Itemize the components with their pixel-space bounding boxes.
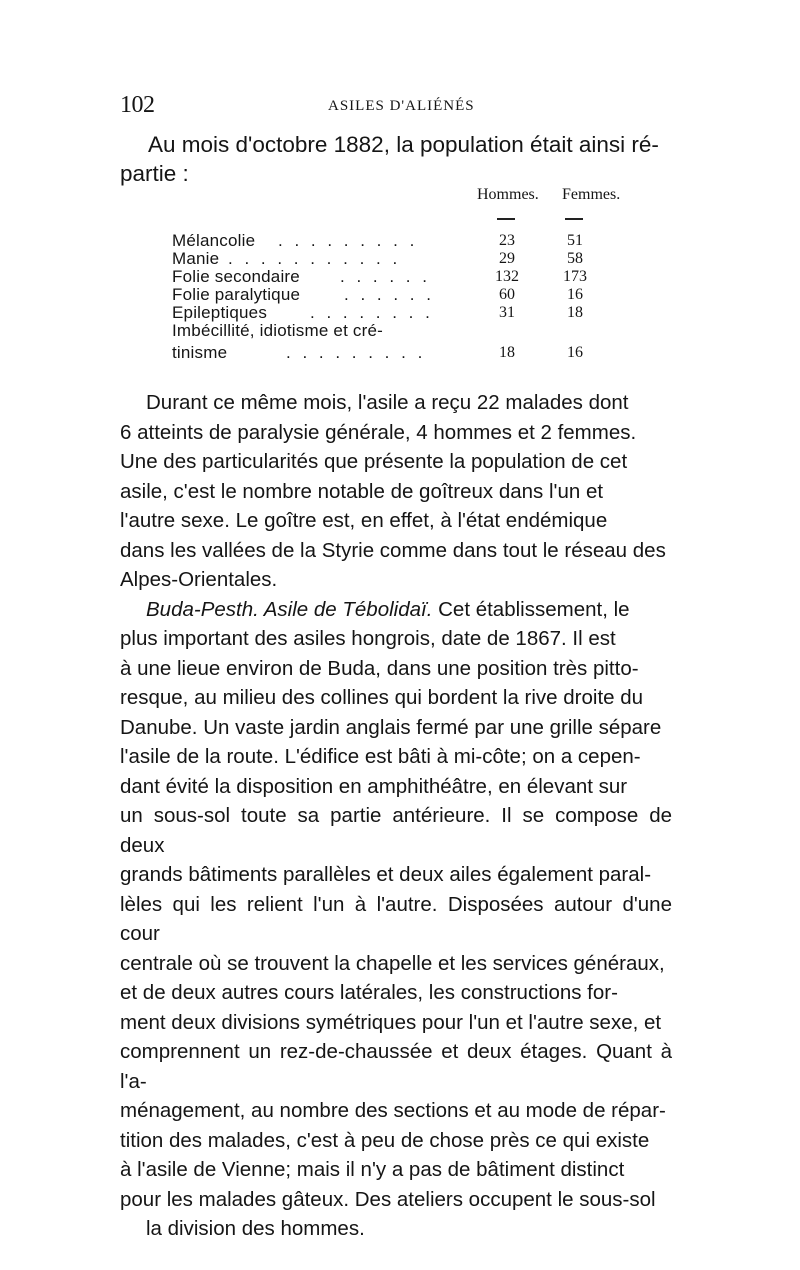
text-line: grands bâtiments parallèles et deux ailes également paral- [120,863,652,886]
text-line: tition des malades, c'est à peu de chose près ce qui existe [120,1128,650,1152]
table-row [172,232,632,250]
paragraph [120,595,672,1244]
column-header-women: Femmes. [562,186,621,203]
text-line: l'asile de la route. L'édifice est bâti à mi-côte; on a cepen- [120,745,641,768]
women-value: 58 [567,250,583,267]
text-run: Cet établissement, le [432,597,630,621]
text-line: ménagement, au nombre des sections et au mode de répar- [120,1099,666,1122]
leader-dots: . . . . . . . . . [278,231,418,250]
text-line: l'autre sexe. Le goître est, en effet, à l'état endémique [120,509,608,532]
text-line: lèles qui les relient l'un à l'autre. Disposées autour d'une cour [120,892,672,945]
row-label: Epileptiques [172,303,268,322]
text-line: à l'asile de Vienne; mais il n'y a pas de bâtiment distinct [120,1158,625,1181]
leader-dots: . . . . . . [340,267,431,286]
men-value: 132 [495,268,519,285]
text-line: comprennent un rez-de-chaussée et deux étages. Quant à l'a- [120,1040,672,1093]
row-label: Folie paralytique [172,285,301,304]
table-row [172,322,632,340]
row-label: Folie secondaire [172,267,300,286]
intro-paragraph [120,130,665,188]
leader-dots: . . . . . . . . [310,303,434,322]
text-line [120,595,672,625]
column-header-men: Hommes. [477,186,539,203]
women-value: 16 [567,344,583,361]
leader-dots: . . . . . . [344,285,435,304]
text-line: 6 atteints de paralysie générale, 4 hommes et 2 femmes. [120,420,637,444]
text-line: à une lieue environ de Buda, dans une position très pitto- [120,656,639,680]
text-line: dans les vallées de la Styrie comme dans tout le réseau des [120,538,666,562]
men-value: 31 [499,304,515,321]
women-value: 51 [567,232,583,249]
text-line: resque, au milieu des collines qui bordent la rive droite du [120,686,644,709]
men-value: 18 [499,344,515,361]
text-line: la division des hommes. [146,1217,365,1240]
column-rule-women [565,218,583,220]
body-text [120,388,672,1244]
table-row [172,344,632,362]
women-value: 18 [567,304,583,321]
women-value: 16 [567,286,583,303]
row-label: tinisme [172,343,228,362]
text-line: ment deux divisions symétriques pour l'un et l'autre sexe, et [120,1010,662,1034]
text-line: et de deux autres cours latérales, les constructions for- [120,981,618,1004]
row-label: Imbécillité, idiotisme et cré- [172,321,384,340]
table-body [172,232,632,362]
text-line: Alpes-Orientales. [120,568,278,591]
intro-line: partie : [120,161,189,186]
column-rule-men [497,218,515,220]
text-line: dant évité la disposition en amphithéâtre, en élevant sur [120,774,628,798]
page-header [120,92,680,122]
text-line: pour les malades gâteux. Des ateliers occupent le sous-sol [120,1187,656,1211]
men-value: 60 [499,286,515,303]
row-label: Mélancolie [172,231,256,250]
text-line: centrale où se trouvent la chapelle et les services généraux, [120,951,665,975]
table-header-row [477,186,647,212]
table-row [172,250,632,268]
leader-dots: . . . . . . . . . [286,343,426,362]
leader-dots: . . . . . . . . . . . [228,249,401,268]
text-line: Danube. Un vaste jardin anglais fermé par une grille sépare [120,715,662,739]
table-row [172,304,632,322]
men-value: 29 [499,250,515,267]
text-line: asile, c'est le nombre notable de goîtreux dans l'un et [120,479,604,503]
table-row [172,268,632,286]
running-title: ASILES D'ALIÉNÉS [328,98,475,114]
text-line: Une des particularités que présente la population de cet [120,450,628,473]
men-value: 23 [499,232,515,249]
section-heading: Buda-Pesth. Asile de Tébolidaï. [146,597,433,621]
text-line: un sous-sol toute sa partie antérieure. Il se compose de deux [120,804,672,857]
table-row [172,286,632,304]
row-label: Manie [172,249,220,268]
text-line: plus important des asiles hongrois, date de 1867. Il est [120,627,616,650]
page-number: 102 [120,92,155,118]
paragraph [120,388,672,595]
text-line: Durant ce même mois, l'asile a reçu 22 malades dont [146,391,629,414]
intro-line: Au mois d'octobre 1882, la population était ainsi ré- [148,132,659,157]
women-value: 173 [563,268,587,285]
